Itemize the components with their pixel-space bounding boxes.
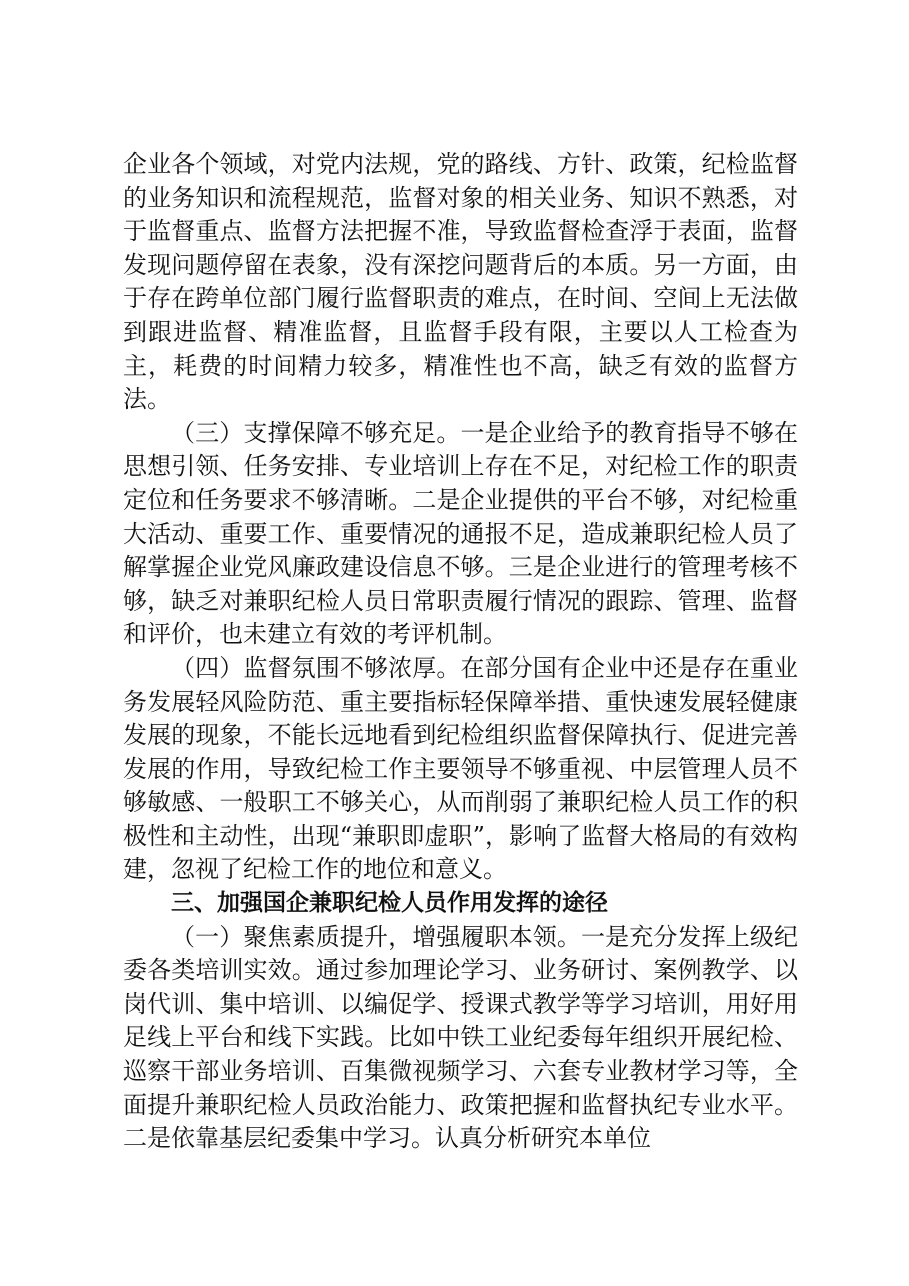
paragraph-supervision-atmosphere: （四）监督氛围不够浓厚。在部分国有企业中还是存在重业务发展轻风险防范、重主要指标轻保障举措、重快速发展轻健康发展的现象，不能长远地看到纪检组织监督保障执行、促进完善发展的作用，导致纪检工作主要领导不够重视、中层管理人员不够敏感、一般职工不够关心，从而削弱了兼职纪检人员工作的积极性和主动性，出现“兼职即虚职”，影响了监督大格局的有效构建，忽视了纪检工作的地位和意义。	[123, 653, 798, 884]
paragraph-quality-improvement: （一）聚焦素质提升，增强履职本领。一是充分发挥上级纪委各类培训实效。通过参加理论学习、业务研讨、案例教学、以岗代训、集中培训、以编促学、授课式教学等学习培训，用好用足线上平台和线下实践。比如中铁工业纪委每年组织开展纪检、巡察干部业务培训、百集微视频学习、六套专业教材学习等，全面提升兼职纪检人员政治能力、政策把握和监督执纪专业水平。二是依靠基层纪委集中学习。认真分析研究本单位	[123, 922, 798, 1153]
section-heading: 三、加强国企兼职纪检人员作用发挥的途径	[171, 890, 608, 917]
paragraph-support-guarantee: （三）支撑保障不够充足。一是企业给予的教育指导不够在思想引领、任务安排、专业培训上存在不足，对纪检工作的职责定位和任务要求不够清晰。二是企业提供的平台不够，对纪检重大活动、重要工作、重要情况的通报不足，造成兼职纪检人员了解掌握企业党风廉政建设信息不够。三是企业进行的管理考核不够，缺乏对兼职纪检人员日常职责履行情况的跟踪、管理、监督和评价，也未建立有效的考评机制。	[123, 418, 798, 649]
paragraph-continuation: 企业各个领域，对党内法规，党的路线、方针、政策，纪检监督的业务知识和流程规范，监督对象的相关业务、知识不熟悉，对于监督重点、监督方法把握不准，导致监督检查浮于表面，监督发现问题停留在表象，没有深挖问题背后的本质。另一方面，由于存在跨单位部门履行监督职责的难点，在时间、空间上无法做到跟进监督、精准监督，且监督手段有限，主要以人工检查为主，耗费的时间精力较多，精准性也不高，缺乏有效的监督方法。	[123, 150, 798, 414]
document-body	[123, 148, 798, 1156]
